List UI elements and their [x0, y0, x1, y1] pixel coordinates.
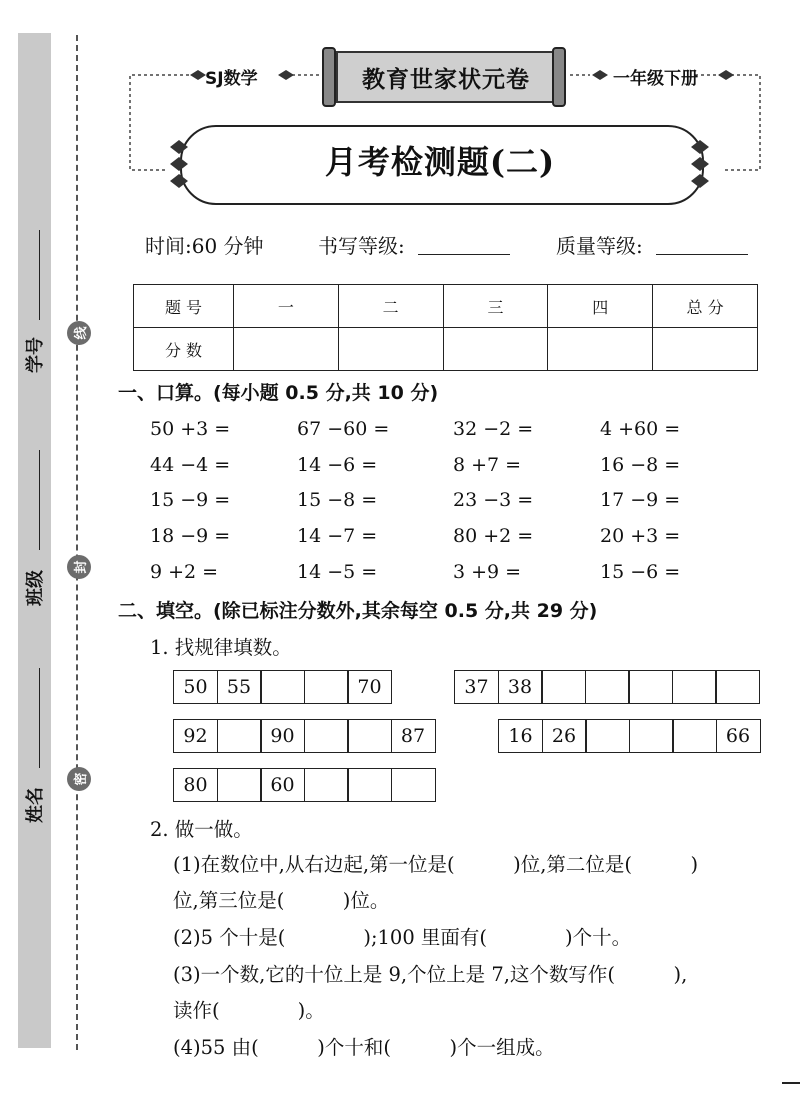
question2-line: (3)一个数,它的十位上是 9,个位上是 7,这个数写作( ), — [173, 963, 688, 986]
seq-box: 70 — [347, 670, 392, 704]
seq-box: 50 — [173, 670, 218, 704]
score-header-cell: 题 号 — [134, 285, 234, 328]
seq-box[interactable] — [217, 719, 262, 753]
seq-box[interactable] — [672, 719, 717, 753]
seq-box: 92 — [173, 719, 218, 753]
seq-box: 37 — [454, 670, 499, 704]
question2-line: 位,第三位是( )位。 — [173, 889, 390, 912]
sequence-row-1 — [173, 670, 392, 704]
calc-item: 16 −8 = — [600, 454, 681, 476]
calc-item: 15 −8 = — [297, 489, 378, 511]
question2-line: (1)在数位中,从右边起,第一位是( )位,第二位是( ) — [173, 853, 699, 876]
score-table — [133, 284, 758, 371]
seq-box: 60 — [260, 768, 305, 802]
grade-tag: 一年级下册 — [613, 69, 698, 89]
score-cell[interactable] — [443, 328, 548, 371]
seq-box[interactable] — [585, 719, 630, 753]
writing-grade-label: 书写等级: — [318, 234, 405, 258]
calc-item: 15 −6 = — [600, 561, 681, 583]
calc-item: 80 +2 = — [453, 525, 534, 547]
student-no-label: 学号 — [25, 337, 46, 373]
seq-box: 16 — [498, 719, 543, 753]
name-label: 姓名 — [25, 787, 46, 823]
score-cell[interactable] — [233, 328, 338, 371]
seq-box[interactable] — [672, 670, 717, 704]
quality-grade-blank[interactable] — [656, 254, 748, 255]
score-value-row — [134, 328, 758, 371]
seq-box[interactable] — [304, 670, 349, 704]
seal-line-mark: 线 — [67, 321, 91, 345]
seq-box[interactable] — [585, 670, 630, 704]
question2-label: 2. 做一做。 — [150, 818, 253, 841]
seal-secret-mark: 密 — [67, 767, 91, 791]
seq-box: 26 — [542, 719, 587, 753]
name-line — [39, 668, 40, 768]
calc-item: 14 −7 = — [297, 525, 378, 547]
calc-item: 32 −2 = — [453, 418, 534, 440]
calc-item: 3 +9 = — [453, 561, 522, 583]
seq-box: 66 — [716, 719, 761, 753]
subject-tag: SJ数学 — [205, 69, 258, 89]
calc-item: 9 +2 = — [150, 561, 219, 583]
score-cell[interactable] — [548, 328, 653, 371]
calc-item: 44 −4 = — [150, 454, 231, 476]
score-header-cell: 三 — [443, 285, 548, 328]
question2-line: (4)55 由( )个十和( )个一组成。 — [173, 1036, 555, 1059]
seq-box: 90 — [260, 719, 305, 753]
calc-item: 50 +3 = — [150, 418, 231, 440]
calc-item: 17 −9 = — [600, 489, 681, 511]
seq-box[interactable] — [217, 768, 262, 802]
score-row-label: 分 数 — [134, 328, 234, 371]
seq-box[interactable] — [628, 670, 673, 704]
score-cell[interactable] — [338, 328, 443, 371]
seal-seal-mark: 封 — [67, 555, 91, 579]
seq-box: 80 — [173, 768, 218, 802]
page-edge-mark — [782, 1082, 800, 1084]
cut-line — [76, 35, 78, 1050]
calc-item: 8 +7 = — [453, 454, 522, 476]
sequence-row-5 — [173, 768, 436, 802]
section2-title: 二、填空。(除已标注分数外,其余每空 0.5 分,共 29 分) — [118, 600, 598, 622]
sequence-row-4 — [498, 719, 761, 753]
student-no-line — [39, 230, 40, 320]
series-scroll — [322, 47, 566, 105]
writing-grade-blank[interactable] — [418, 254, 510, 255]
question1-label: 1. 找规律填数。 — [150, 636, 292, 659]
section1-title: 一、口算。(每小题 0.5 分,共 10 分) — [118, 382, 439, 404]
sequence-row-2 — [454, 670, 760, 704]
seq-box[interactable] — [715, 670, 760, 704]
question2-line: 读作( )。 — [173, 999, 325, 1022]
score-header-cell: 一 — [233, 285, 338, 328]
seq-box[interactable] — [260, 670, 305, 704]
seq-box[interactable] — [347, 719, 392, 753]
seq-box: 55 — [217, 670, 262, 704]
calc-item: 15 −9 = — [150, 489, 231, 511]
seq-box[interactable] — [304, 719, 349, 753]
class-line — [39, 450, 40, 550]
calc-item: 67 −60 = — [297, 418, 390, 440]
time-info: 时间:60 分钟 — [145, 234, 264, 258]
seq-box[interactable] — [391, 768, 436, 802]
seq-box: 87 — [391, 719, 436, 753]
page-title: 月考检测题(二) — [324, 143, 556, 181]
score-cell[interactable] — [653, 328, 758, 371]
score-header-row — [134, 285, 758, 328]
calc-item: 4 +60 = — [600, 418, 681, 440]
calc-item: 20 +3 = — [600, 525, 681, 547]
seq-box[interactable] — [347, 768, 392, 802]
calc-item: 18 −9 = — [150, 525, 231, 547]
calc-item: 14 −5 = — [297, 561, 378, 583]
seq-box[interactable] — [629, 719, 674, 753]
series-title: 教育世家状元卷 — [336, 51, 556, 103]
score-header-cell: 四 — [548, 285, 653, 328]
calc-item: 14 −6 = — [297, 454, 378, 476]
binding-strip — [18, 33, 51, 1048]
quality-grade-label: 质量等级: — [556, 234, 643, 258]
scroll-right-roll — [552, 47, 566, 107]
seq-box[interactable] — [541, 670, 586, 704]
sequence-row-3 — [173, 719, 436, 753]
question2-line: (2)5 个十是( );100 里面有( )个十。 — [173, 926, 632, 949]
score-header-cell: 二 — [338, 285, 443, 328]
calc-item: 23 −3 = — [453, 489, 534, 511]
score-header-cell: 总 分 — [653, 285, 758, 328]
class-label: 班级 — [25, 570, 46, 606]
seq-box: 38 — [498, 670, 543, 704]
scroll-left-roll — [322, 47, 336, 107]
seq-box[interactable] — [304, 768, 349, 802]
